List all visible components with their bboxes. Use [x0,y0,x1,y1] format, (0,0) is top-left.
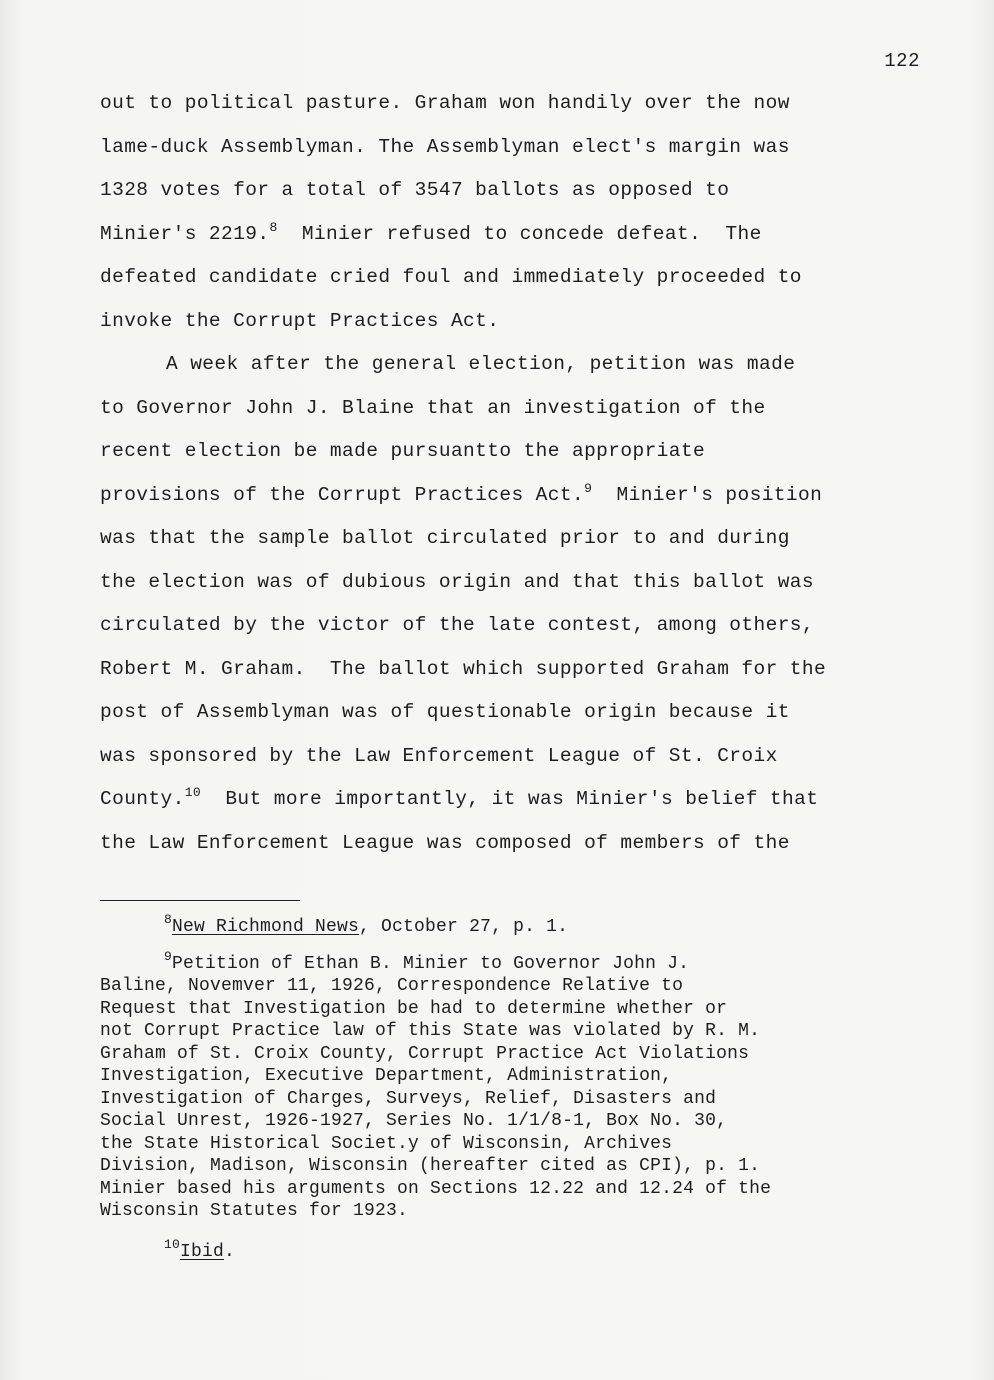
body-line: defeated candidate cried foul and immediately proceeded to [100,266,802,288]
body-line: out to political pasture. Graham won handily over the now [100,92,790,114]
footnote-source-title: Ibid [180,1241,225,1262]
footnote-line: Investigation of Charges, Surveys, Relief, Disasters and [100,1088,717,1109]
footnote-line: Social Unrest, 1926-1927, Series No. 1/1/8-1, Box No. 30, [100,1111,728,1131]
body-line [100,213,900,257]
body-line: the Law Enforcement League was composed of members of the [100,831,790,854]
footnote-line: Graham of St. Croix County, Corrupt Practice Act Violations [100,1043,750,1064]
body-line-text: Minier's position [592,483,823,506]
footnote-mark: 10 [164,1236,181,1252]
body-line-text: Minier refused to concede defeat. The [277,222,762,245]
body-line: 1328 votes for a total of 3547 ballots as opposed to [100,179,730,201]
body-line: the election was of dubious origin and that this ballot was [100,570,815,593]
page-number: 122 [884,50,920,72]
footnote-ref-9: 9 [584,480,593,496]
body-line-text: provisions of the Corrupt Practices Act. [100,483,585,506]
footnote-10 [100,1236,920,1264]
footnote-line [100,948,920,976]
footnote-text: . [224,1241,236,1262]
body-line: Robert M. Graham. The ballot which supported Graham for the [100,657,827,680]
body-line-text: But more importantly, it was Minier's belief that [201,788,819,810]
footnote-9 [100,948,920,1223]
footnote-ref-8: 8 [269,219,278,235]
footnote-line: Baline, Novemver 11, 1926, Correspondence Relative to [100,976,684,996]
body-line-text: County. [100,788,185,810]
footnote-line: Wisconsin Statutes for 1923. [100,1201,409,1221]
body-line: was sponsored by the Law Enforcement League of St. Croix [100,744,778,767]
body-line: lame-duck Assemblyman. The Assemblyman elect's margin was [100,135,790,158]
footnote-line: the State Historical Societ.y of Wisconsin, Archives [100,1133,673,1154]
footnote-line: Request that Investigation be had to determine whether or [100,998,728,1019]
footnote-mark: 9 [164,948,173,964]
footnote-text: Petition of Ethan B. Minier to Governor John J. [172,953,690,974]
body-line: invoke the Corrupt Practices Act. [100,309,500,332]
footnote-line: Division, Madison, Wisconsin (hereafter cited as CPI), p. 1. [100,1156,761,1176]
footnote-ref-10: 10 [184,785,202,800]
footnote-line: Minier based his arguments on Sections 12.22 and 12.24 of the [100,1178,772,1199]
body-text [100,82,900,865]
footnote-line: Investigation, Executive Department, Administration, [100,1066,673,1086]
body-line: recent election be made pursuantto the appropriate [100,440,706,462]
body-line: was that the sample ballot circulated prior to and during [100,527,790,549]
footnote-divider [100,900,300,901]
footnote-8 [100,912,920,939]
body-line [100,778,900,822]
body-line: circulated by the victor of the late contest, among others, [100,614,815,636]
body-line-text: Minier's 2219. [100,222,270,245]
footnote-mark: 8 [164,912,173,927]
body-line [100,474,900,518]
footnote-source-title: New Richmond News [172,917,360,937]
body-line: to Governor John J. Blaine that an investigation of the [100,396,766,419]
body-line: post of Assemblyman was of questionable origin because it [100,701,790,723]
body-line: A week after the general election, petition was made [166,353,796,375]
footnote-text: , October 27, p. 1. [359,917,569,937]
footnote-line: not Corrupt Practice law of this State was violated by R. M. [100,1021,761,1041]
footnotes [100,912,920,1263]
